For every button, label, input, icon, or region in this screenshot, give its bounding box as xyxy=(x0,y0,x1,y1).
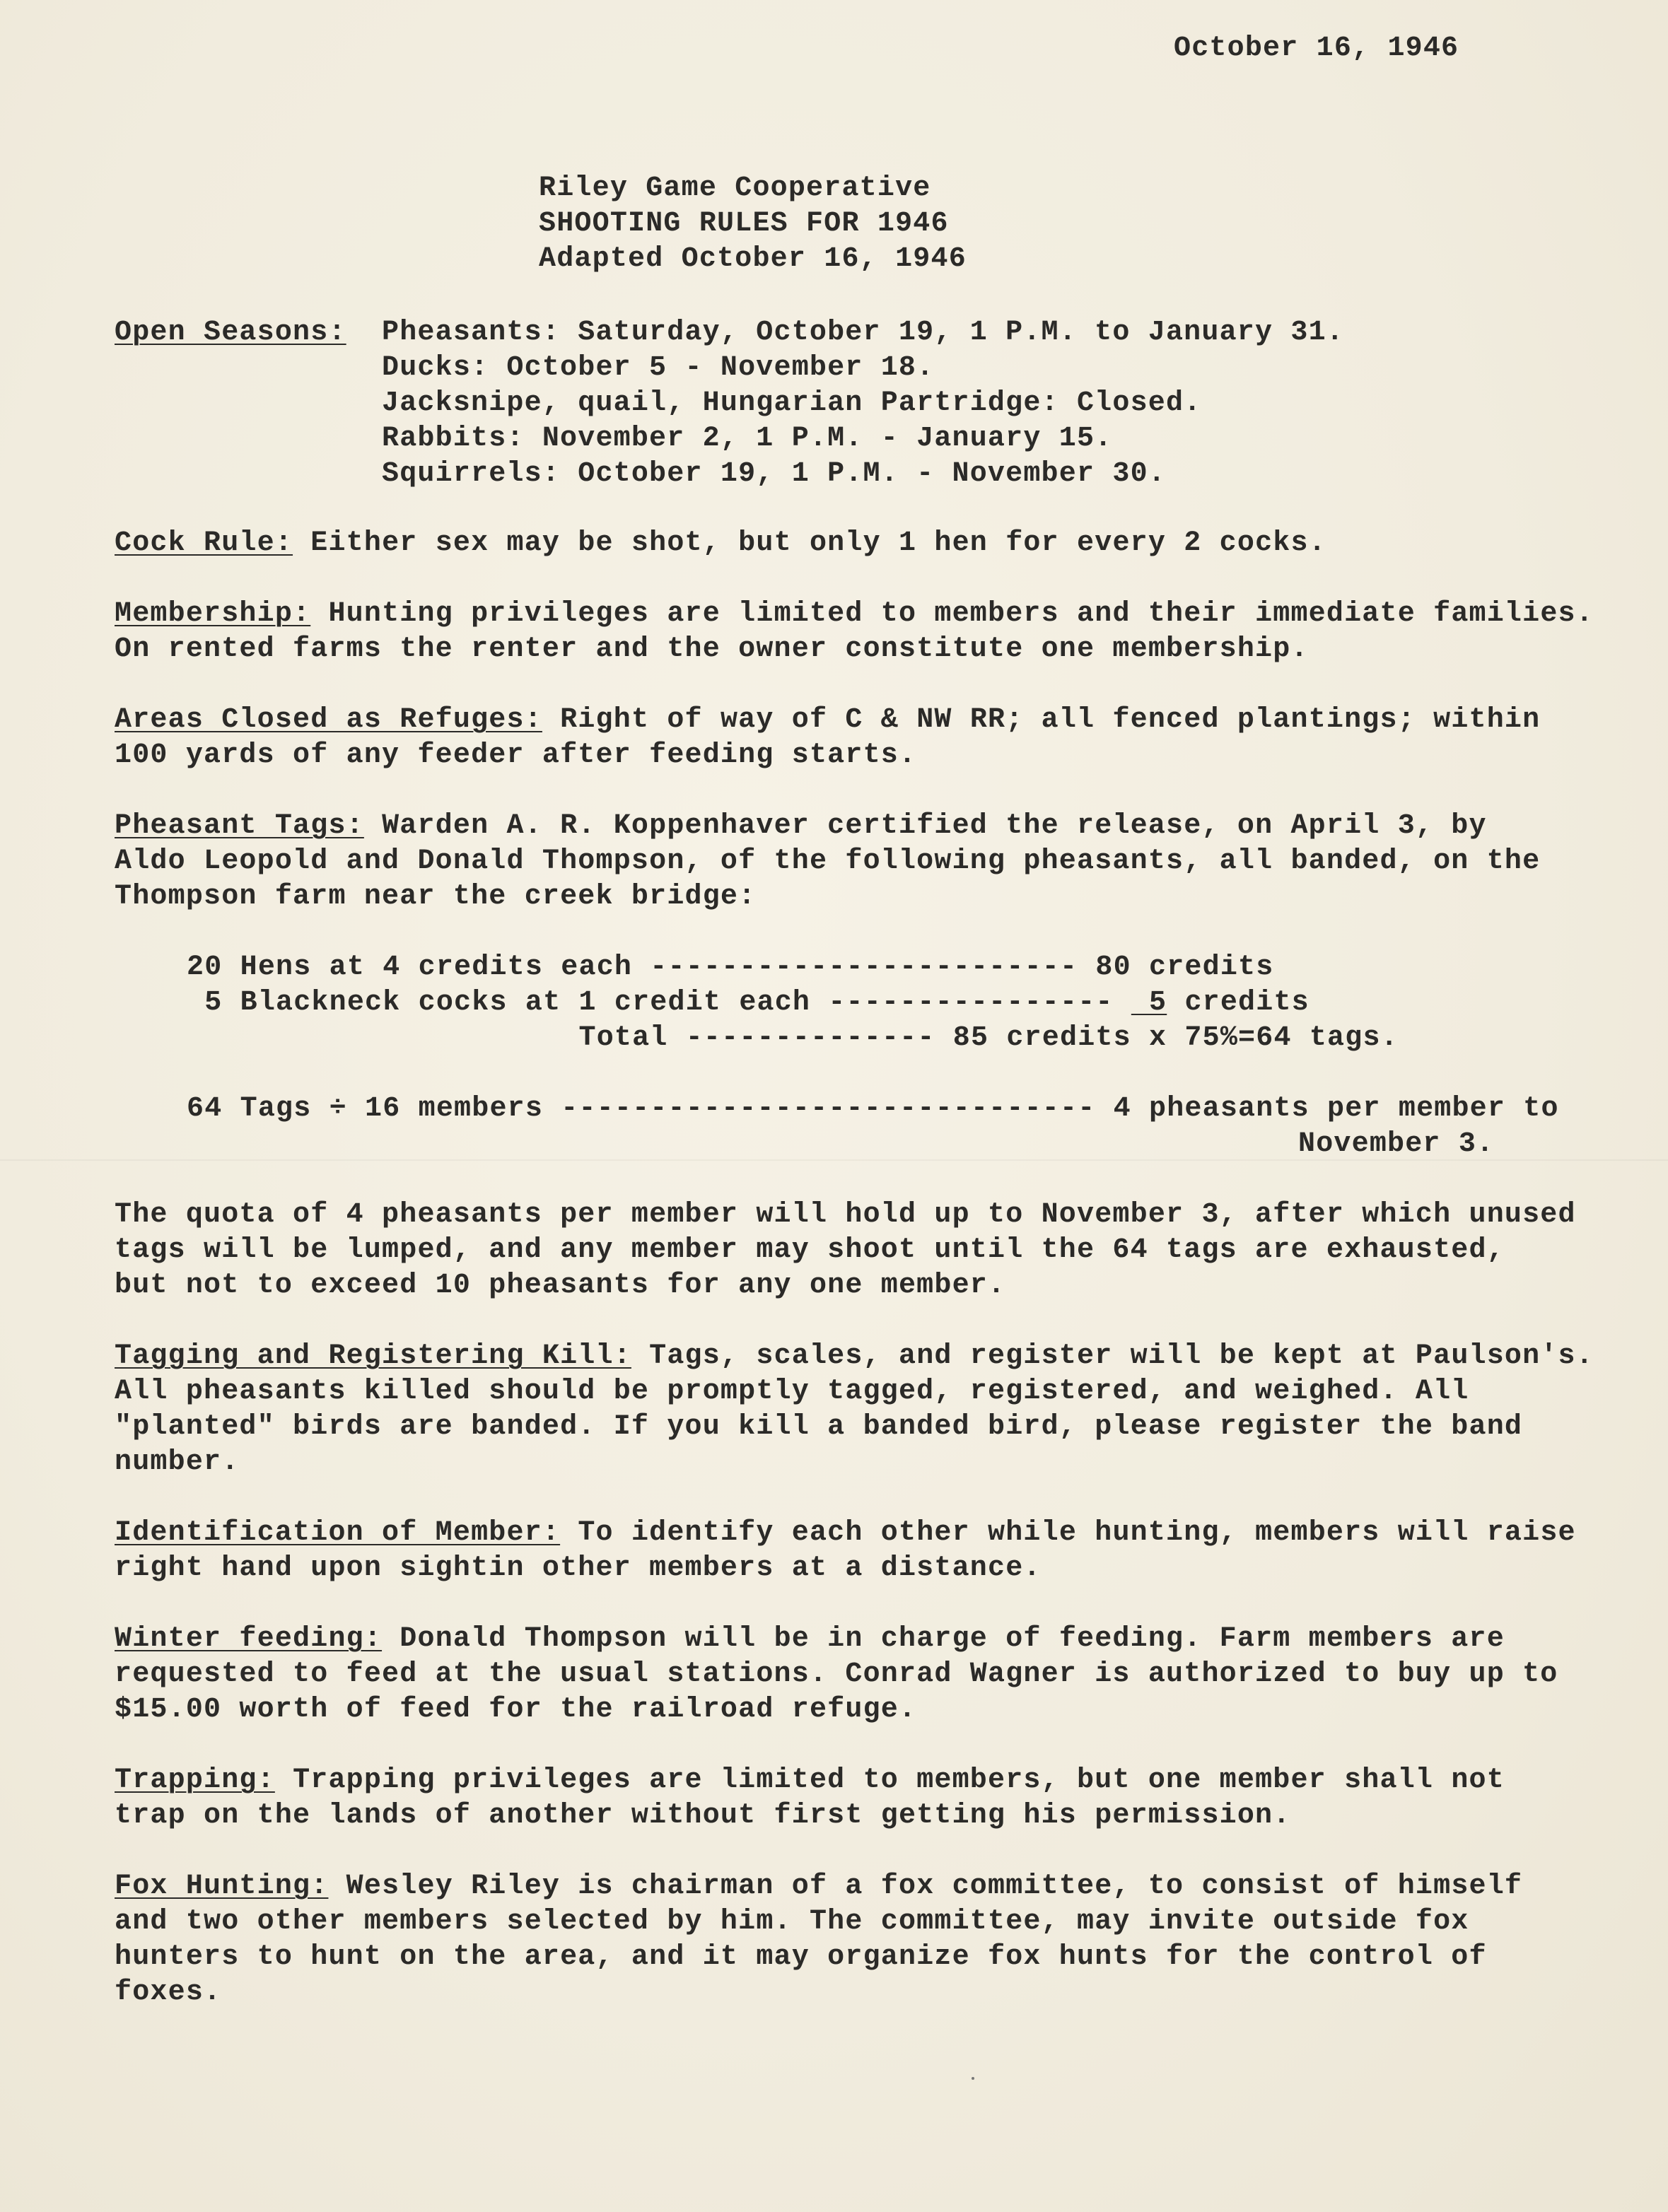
identification-text-2: right hand upon sightin other members at a distance. xyxy=(115,1552,1042,1584)
membership-text-1: Hunting privileges are limited to members and their immediate families. xyxy=(328,598,1594,630)
season-rabbits: Rabbits: November 2, 1 P.M. - January 15. xyxy=(382,423,1113,455)
winter-feeding-section xyxy=(115,1622,1505,1657)
identification-text-1: To identify each other while hunting, members will raise xyxy=(578,1517,1576,1549)
document-title: SHOOTING RULES FOR 1946 xyxy=(539,208,949,240)
trapping-heading: Trapping: xyxy=(115,1765,275,1796)
refuges-heading: Areas Closed as Refuges: xyxy=(115,704,542,736)
quota-text-3: but not to exceed 10 pheasants for any one member. xyxy=(115,1270,1006,1301)
tally-cocks-credits: 5 xyxy=(1131,987,1167,1019)
tagging-text-3: "planted" birds are banded. If you kill a banded bird, please register the band xyxy=(115,1411,1523,1443)
identification-heading: Identification of Member: xyxy=(115,1517,561,1549)
fox-hunting-section xyxy=(115,1869,1522,1904)
refuges-section xyxy=(115,703,1540,738)
tally-cocks-label: 5 Blackneck cocks at 1 credit each ---------------- xyxy=(187,987,1131,1019)
membership-section xyxy=(115,597,1594,632)
pheasant-tags-text-2: Aldo Leopold and Donald Thompson, of the following pheasants, all banded, on the xyxy=(115,845,1541,877)
fox-hunting-text-3: hunters to hunt on the area, and it may organize fox hunts for the control of xyxy=(115,1941,1487,1973)
tagging-text-4: number. xyxy=(115,1446,240,1478)
pheasant-tags-text-3: Thompson farm near the creek bridge: xyxy=(115,881,757,913)
paper-speck xyxy=(972,2077,974,2080)
tagging-heading: Tagging and Registering Kill: xyxy=(115,1340,631,1372)
identification-section xyxy=(115,1516,1576,1551)
tagging-text-1: Tags, scales, and register will be kept at Paulson's. xyxy=(649,1340,1594,1372)
open-seasons-section xyxy=(115,315,346,351)
pheasant-tags-section xyxy=(115,809,1487,844)
winter-feeding-text-2: requested to feed at the usual stations. Conrad Wagner is authorized to buy up to xyxy=(115,1658,1558,1690)
document-date: October 16, 1946 xyxy=(1174,33,1459,64)
winter-feeding-text-1: Donald Thompson will be in charge of feeding. Farm members are xyxy=(399,1623,1505,1655)
tally-cocks-unit: credits xyxy=(1167,987,1310,1019)
tally-tags-per-member-row: 64 Tags ÷ 16 members ------------------------------ 4 pheasants per member to xyxy=(187,1093,1559,1125)
refuges-text-1: Right of way of C & NW RR; all fenced plantings; within xyxy=(560,704,1541,736)
quota-text-2: tags will be lumped, and any member may shoot until the 64 tags are exhausted, xyxy=(115,1234,1505,1266)
tagging-text-2: All pheasants killed should be promptly tagged, registered, and weighed. All xyxy=(115,1376,1469,1408)
membership-heading: Membership: xyxy=(115,598,311,630)
season-squirrels: Squirrels: October 19, 1 P.M. - November 30. xyxy=(382,458,1166,490)
pheasant-tags-heading: Pheasant Tags: xyxy=(115,810,364,842)
membership-text-2: On rented farms the renter and the owner constitute one membership. xyxy=(115,633,1309,665)
trapping-text-1: Trapping privileges are limited to members, but one member shall not xyxy=(293,1765,1505,1796)
tally-cocks-row xyxy=(187,985,1310,1021)
open-seasons-heading: Open Seasons: xyxy=(115,317,346,349)
tally-hens-row: 20 Hens at 4 credits each ------------------------ 80 credits xyxy=(187,952,1274,983)
refuges-text-2: 100 yards of any feeder after feeding starts. xyxy=(115,739,917,771)
quota-text-1: The quota of 4 pheasants per member will hold up to November 3, after which unused xyxy=(115,1199,1576,1231)
fox-hunting-text-4: foxes. xyxy=(115,1977,222,2008)
tally-tags-per-member-date: November 3. xyxy=(1298,1128,1495,1160)
trapping-section xyxy=(115,1763,1505,1798)
cock-rule-heading: Cock Rule: xyxy=(115,527,293,559)
season-jacksnipe-quail-partridge: Jacksnipe, quail, Hungarian Partridge: Closed. xyxy=(382,387,1202,419)
tally-total-row: Total -------------- 85 credits x 75%=64 tags. xyxy=(187,1022,1399,1054)
pheasant-tags-text-1: Warden A. R. Koppenhaver certified the release, on April 3, by xyxy=(382,810,1487,842)
winter-feeding-heading: Winter feeding: xyxy=(115,1623,383,1655)
trapping-text-2: trap on the lands of another without first getting his permission. xyxy=(115,1800,1291,1832)
organization-name: Riley Game Cooperative xyxy=(539,172,931,204)
winter-feeding-text-3: $15.00 worth of feed for the railroad refuge. xyxy=(115,1694,917,1726)
fox-hunting-text-1: Wesley Riley is chairman of a fox committee, to consist of himself xyxy=(346,1871,1523,1902)
tagging-section xyxy=(115,1339,1594,1374)
adoption-date: Adapted October 16, 1946 xyxy=(539,243,967,275)
season-pheasants: Pheasants: Saturday, October 19, 1 P.M. to January 31. xyxy=(382,317,1345,349)
fox-hunting-heading: Fox Hunting: xyxy=(115,1871,329,1902)
cock-rule-section xyxy=(115,526,1326,561)
fox-hunting-text-2: and two other members selected by him. The committee, may invite outside fox xyxy=(115,1906,1469,1938)
season-ducks: Ducks: October 5 - November 18. xyxy=(382,352,935,384)
cock-rule-text: Either sex may be shot, but only 1 hen for every 2 cocks. xyxy=(310,527,1326,559)
